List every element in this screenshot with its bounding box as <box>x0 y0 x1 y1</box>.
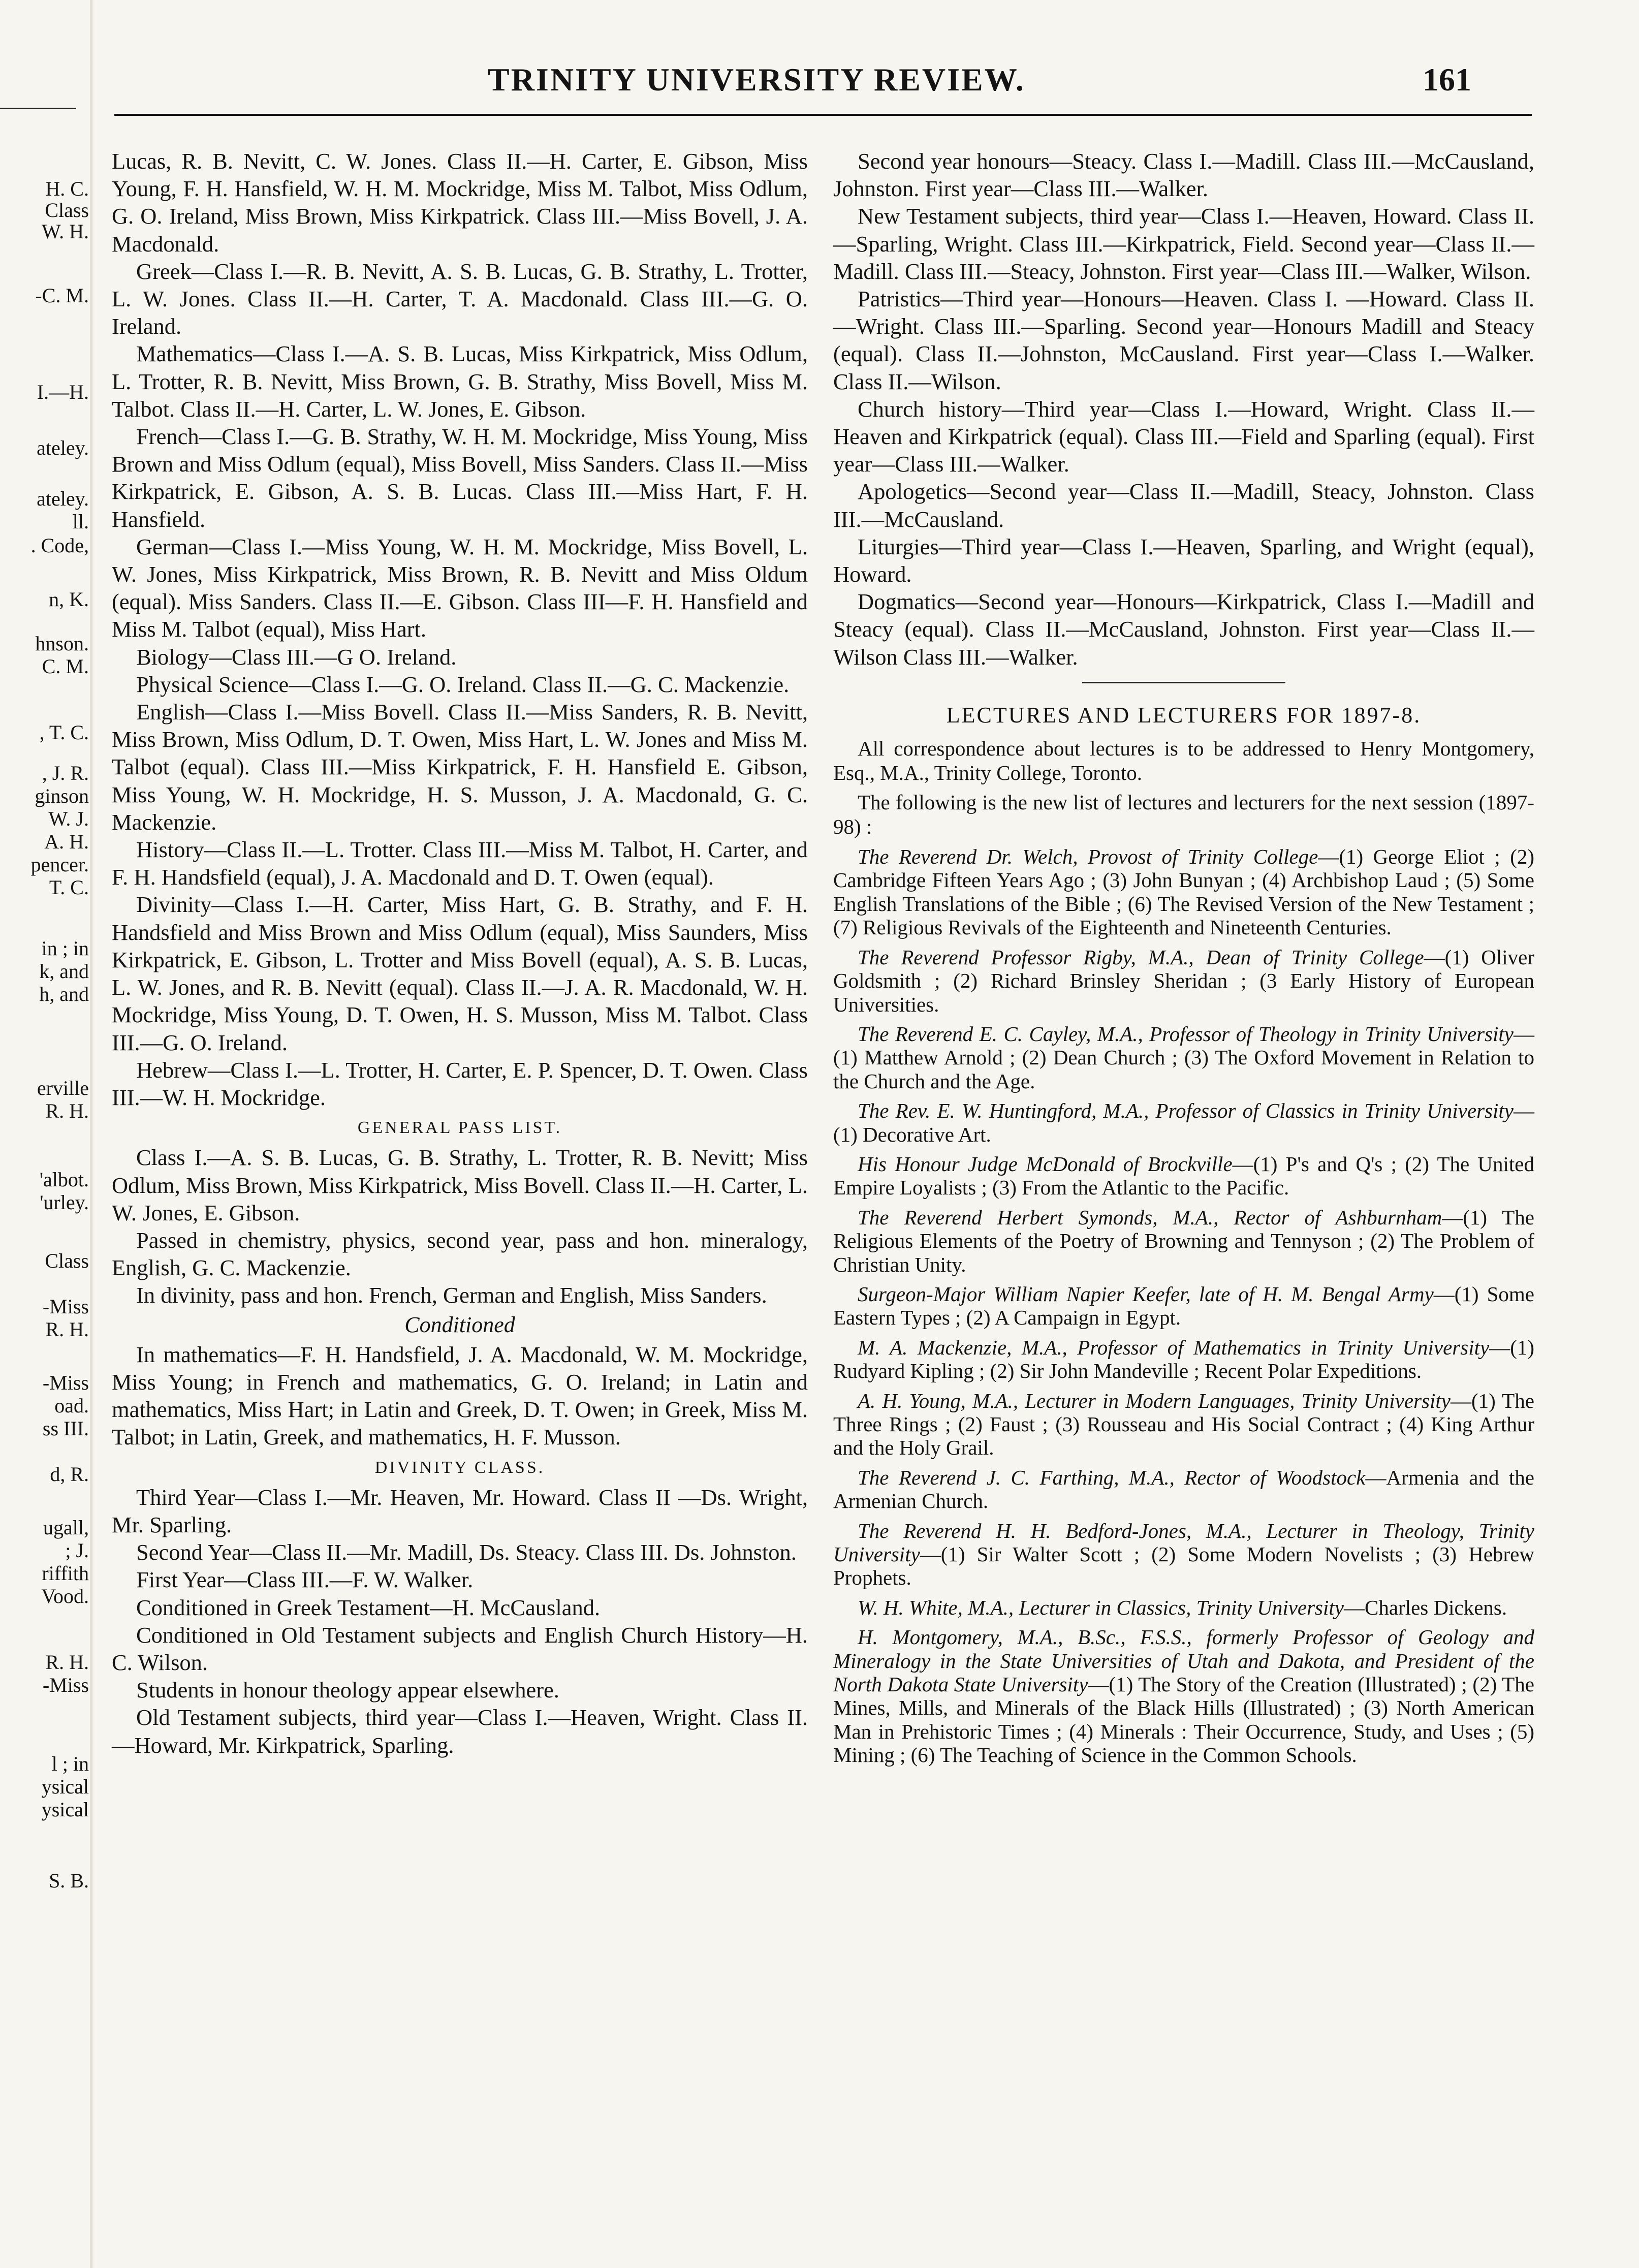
lecturer-name: Surgeon-Major William Napier Keefer, late of H. M. Bengal Army <box>858 1282 1434 1306</box>
lecture-topics: —Armenia and the Armenian Church. <box>833 1465 1534 1513</box>
facing-page-fragment: ateley. <box>37 487 89 510</box>
lecture-entry <box>833 1022 1534 1093</box>
left-column <box>112 147 808 1759</box>
facing-page-fragment: W. H. <box>42 220 89 243</box>
theology-results-paragraph: Apologetics—Second year—Class II.—Madill, Steacy, Johnston. Class III.—McCausland. <box>833 479 1534 532</box>
section-separator-rule <box>1082 682 1285 683</box>
divinity-class-paragraph: Third Year—Class I.—Mr. Heaven, Mr. Howard. Class II —Ds. Wright, Mr. Sparling. <box>112 1484 808 1537</box>
facing-page-fragment: S. B. <box>49 1869 89 1892</box>
facing-page-fragment: I.—H. <box>37 381 89 403</box>
class-list-paragraph: Lucas, R. B. Nevitt, C. W. Jones. Class II.—H. Carter, E. Gibson, Miss Young, F. H. Hansfield, W. H. M. Mockridge, Miss M. Talbot, Miss Odlum, G. O. Ireland, Miss Brown, Miss Kirkpatrick. Class III.—Miss Bovell, J. A. Macdonald. <box>112 148 808 257</box>
lecture-entry <box>833 1466 1534 1513</box>
facing-page-fragment: d, R. <box>50 1463 89 1486</box>
facing-page-fragment: ysical <box>41 1798 89 1821</box>
facing-page-fragment: -Miss <box>42 1371 89 1394</box>
lecture-topics: —(1) Some Eastern Types ; (2) A Campaign in Egypt. <box>833 1282 1534 1330</box>
facing-page-fragment: 'urley. <box>40 1191 89 1214</box>
theology-results-paragraph: Second year honours—Steacy. Class I.—Madill. Class III.—McCausland, Johnston. First year—Class III.—Walker. <box>833 148 1534 202</box>
class-list-paragraph: History—Class II.—L. Trotter. Class III.—Miss M. Talbot, H. Carter, and F. H. Handsfield (equal), J. A. Macdonald and D. T. Owen (equal). <box>112 837 808 890</box>
facing-page-fragment: W. J. <box>48 807 89 830</box>
facing-page-fragment: pencer. <box>30 853 89 876</box>
lecturer-name: The Reverend H. H. Bedford-Jones, M.A., Lecturer in Theology, Trinity University <box>833 1519 1534 1566</box>
lecture-entry <box>833 1596 1534 1619</box>
facing-page-fragment: R. H. <box>45 1318 89 1341</box>
lecture-entry <box>833 1519 1534 1590</box>
divinity-class-paragraph: First Year—Class III.—F. W. Walker. <box>136 1567 474 1593</box>
theology-results-paragraph: Dogmatics—Second year—Honours—Kirkpatrick, Class I.—Madill and Steacy (equal). Class II.—McCausland, Johnston. First year—Class II.—Wilson Class III.—Walker. <box>833 589 1534 670</box>
class-list-paragraph: Mathematics—Class I.—A. S. B. Lucas, Miss Kirkpatrick, Miss Odlum, L. Trotter, R. B. Nevitt, Miss Brown, G. B. Strathy, Miss Bovell, Miss M. Talbot. Class II.—H. Carter, L. W. Jones, E. Gibson. <box>112 341 808 422</box>
lecturer-name: The Reverend E. C. Cayley, M.A., Professor of Theology in Trinity University <box>858 1022 1514 1046</box>
facing-page-fragment: T. C. <box>49 876 89 899</box>
class-list-paragraph: Physical Science—Class I.—G. O. Ireland. Class II.—G. C. Mackenzie. <box>136 671 790 697</box>
lecture-entry <box>833 1282 1534 1330</box>
lecture-topics: —(1) Oliver Goldsmith ; (2) Richard Brinsley Sheridan ; (3 Early History of European Universities. <box>833 945 1534 1016</box>
facing-page-fragment: C. M. <box>42 655 89 678</box>
lectures-intro <box>833 736 1534 839</box>
divinity-class-paragraph: Conditioned in Old Testament subjects and English Church History—H. C. Wilson. <box>112 1622 808 1675</box>
lecturer-name: The Reverend J. C. Farthing, M.A., Rector of Woodstock <box>858 1465 1366 1489</box>
lecturer-name: The Reverend Professor Rigby, M.A., Dean of Trinity College <box>858 945 1424 969</box>
facing-page-fragment: Class <box>45 199 89 222</box>
theology-results-paragraph: Church history—Third year—Class I.—Howard, Wright. Class II.—Heaven and Kirkpatrick (equal). Class III.—Field and Sparling (equal). First year—Class III.—Walker. <box>833 396 1534 477</box>
conditioned-paragraph: In mathematics—F. H. Handsfield, J. A. Macdonald, W. M. Mockridge, Miss Young; in French and mathematics, G. O. Ireland; in Latin and mathematics, Miss Hart; in Latin and Greek, D. T. Owen; in Greek, Miss M. Talbot; in Latin, Greek, and mathematics, H. F. Musson. <box>112 1341 808 1450</box>
facing-page-fragment: hnson. <box>35 632 89 655</box>
facing-page-fragment: -C. M. <box>35 284 89 307</box>
facing-page-fragment: riffith <box>42 1562 89 1585</box>
facing-page-fragment: -Miss <box>42 1674 89 1696</box>
facing-page-fragment: erville <box>37 1077 89 1099</box>
lecture-topics: —(1) George Eliot ; (2) Cambridge Fifteen Years Ago ; (3) John Bunyan ; (4) Archbishop Laud ; (5) Some English Translations of the Bible ; (6) The Revised Version of the New Testament ; (7) Religious Revivals of the Eighteenth and Nineteenth Centuries. <box>833 845 1534 939</box>
lectures-intro-paragraph: The following is the new list of lectures and lecturers for the next session (1897-98) : <box>833 791 1534 839</box>
facing-page-fragment: 'albot. <box>39 1168 89 1191</box>
lecture-entry <box>833 946 1534 1016</box>
divinity-class-paragraph: Conditioned in Greek Testament—H. McCausland. <box>136 1594 601 1620</box>
facing-page-fragment: . Code, <box>30 534 89 557</box>
facing-page-fragment: ss III. <box>42 1417 89 1440</box>
right-column <box>833 147 1534 1767</box>
lecture-topics: —Charles Dickens. <box>1344 1595 1507 1619</box>
theology-results-paragraph: Liturgies—Third year—Class I.—Heaven, Sparling, and Wright (equal), Howard. <box>833 533 1534 587</box>
conditioned-heading: Conditioned <box>404 1312 515 1337</box>
facing-page-fragment: ll. <box>72 510 89 533</box>
lecture-topics: —(1) P's and Q's ; (2) The United Empire Loyalists ; (3) From the Atlantic to the Pacific. <box>833 1152 1535 1200</box>
facing-page-fragment: H. C. <box>45 177 89 200</box>
lecture-entry <box>833 1206 1534 1276</box>
lecturer-name: His Honour Judge McDonald of Brockville <box>858 1152 1233 1176</box>
divinity-class-paragraph: Second Year—Class II.—Mr. Madill, Ds. Steacy. Class III. Ds. Johnston. <box>136 1539 797 1565</box>
lecture-entry <box>833 1389 1534 1460</box>
facing-page-fragment: , J. R. <box>42 762 89 784</box>
lecture-topics: —(1) The Three Rings ; (2) Faust ; (3) Rousseau and His Social Contract ; (4) King Arthur and the Holy Grail. <box>833 1389 1534 1460</box>
theology-results-paragraph: Patristics—Third year—Honours—Heaven. Class I. —Howard. Class II.—Wright. Class III.—Sparling. Second year—Honours Madill and Steacy (equal). Class II.—Johnston, McCausland. First year—Class I.—Walker. Class II.—Wilson. <box>833 286 1534 394</box>
general-pass-paragraph: Class I.—A. S. B. Lucas, G. B. Strathy, L. Trotter, R. B. Nevitt; Miss Odlum, Miss Brown, Miss Kirkpatrick, Miss Bovell. Class II.—H. Carter, L. W. Jones, E. Gibson. <box>112 1145 808 1225</box>
lecturer-name: The Rev. E. W. Huntingford, M.A., Professor of Classics in Trinity University <box>858 1099 1514 1123</box>
lecture-entry <box>833 1625 1534 1767</box>
class-list-paragraph: Biology—Class III.—G O. Ireland. <box>136 644 457 670</box>
lecture-topics: —(1) Decorative Art. <box>833 1099 1534 1146</box>
lecturer-name: W. H. White, M.A., Lecturer in Classics, Trinity University <box>858 1595 1344 1619</box>
divinity-class-heading: DIVINITY CLASS. <box>374 1458 545 1477</box>
facing-page-fragment: ginson <box>35 784 89 807</box>
lecture-topics: —(1) Rudyard Kipling ; (2) Sir John Mandeville ; Recent Polar Expeditions. <box>833 1335 1534 1383</box>
facing-page-fragment: -Miss <box>42 1295 89 1318</box>
class-list-paragraph: French—Class I.—G. B. Strathy, W. H. M. Mockridge, Miss Young, Miss Brown and Miss Odlum (equal), Miss Bovell, Miss Sanders. Class II.—Miss Kirkpatrick, E. Gibson, A. S. B. Lucas. Class III.—Miss Hart, F. H. Hansfield. <box>112 424 808 532</box>
running-head-title: TRINITY UNIVERSITY REVIEW. <box>488 61 1025 98</box>
page-number: 161 <box>1423 61 1471 98</box>
facing-page-fragment: ugall, <box>43 1516 89 1539</box>
facing-page-fragment: Class <box>45 1249 89 1272</box>
lecture-entry <box>833 1336 1534 1383</box>
class-list-paragraph: Divinity—Class I.—H. Carter, Miss Hart, G. B. Strathy, and F. H. Handsfield and Miss Brown and Miss Odlum (equal), Miss Saunders, Miss Kirkpatrick, E. Gibson, L. Trotter and Miss Bovell (equal), A. S. B. Lucas, L. W. Jones, and R. B. Nevitt (equal). Class II.—J. A. R. Macdonald, W. H. Mockridge, Miss Young, D. T. Owen, H. S. Musson, Miss M. Talbot. Class III.—G. O. Ireland. <box>112 892 808 1055</box>
lecture-topics: —(1) The Religious Elements of the Poetry of Browning and Tennyson ; (2) The Problem of Christian Unity. <box>833 1205 1534 1276</box>
lecturer-name: The Reverend Dr. Welch, Provost of Trinity College <box>858 845 1318 869</box>
facing-page-fragment: l ; in <box>51 1752 89 1775</box>
class-list-paragraph: Greek—Class I.—R. B. Nevitt, A. S. B. Lucas, G. B. Strathy, L. Trotter, L. W. Jones. Class II.—H. Carter, T. A. Macdonald. Class III.—G. O. Ireland. <box>112 258 808 339</box>
general-pass-heading: GENERAL PASS LIST. <box>357 1118 562 1138</box>
lecture-entry <box>833 1099 1534 1146</box>
lecture-topics: —(1) Matthew Arnold ; (2) Dean Church ; (3) The Oxford Movement in Relation to the Church and the Age. <box>833 1022 1534 1093</box>
general-pass-paragraph: Passed in chemistry, physics, second year, pass and hon. mineralogy, English, G. C. Mackenzie. <box>112 1227 808 1281</box>
facing-page-fragment: k, and <box>39 960 89 983</box>
lecture-topics: —(1) The Story of the Creation (Illustrated) ; (2) The Mines, Mills, and Minerals of the Black Hills (Illustrated) ; (3) North American Man in Prehistoric Times ; (4) Minerals : Their Occurrence, Study, and Uses ; (5) Mining ; (6) The Teaching of Science in the Common Schools. <box>833 1673 1534 1767</box>
lecture-list <box>833 845 1534 1767</box>
facing-page-fragment: , T. C. <box>39 721 89 744</box>
lecture-topics: —(1) Sir Walter Scott ; (2) Some Modern Novelists ; (3) Hebrew Prophets. <box>833 1542 1534 1590</box>
class-list-paragraph: English—Class I.—Miss Bovell. Class II.—Miss Sanders, R. B. Nevitt, Miss Brown, Miss Odlum, D. T. Owen, Miss Hart, L. W. Jones and Miss M. Talbot (equal). Class III.—Miss Kirkpatrick, F. H. Hansfield E. Gibson, Miss Young, W. H. Mockridge, H. S. Musson, J. A. Macdonald, G. C. Mackenzie. <box>112 699 808 835</box>
facing-page-fragment: n, K. <box>49 588 89 611</box>
lecturer-name: H. Montgomery, M.A., B.Sc., F.S.S., formerly Professor of Geology and Mineralogy in the State Universities of Utah and Dakota, and President of the North Dakota State University <box>833 1625 1534 1696</box>
facing-page-fragment: R. H. <box>45 1651 89 1674</box>
facing-page-fragment: A. H. <box>44 830 89 853</box>
facing-page-rule <box>0 108 76 109</box>
facing-page-fragment: in ; in <box>41 937 89 960</box>
facing-page-fragment: h, and <box>39 983 89 1005</box>
lecturer-name: A. H. Young, M.A., Lecturer in Modern Languages, Trinity University <box>858 1389 1451 1412</box>
general-pass-paragraph: In divinity, pass and hon. French, German and English, Miss Sanders. <box>136 1282 767 1308</box>
lecture-entry <box>833 1152 1534 1200</box>
lecturer-name: M. A. Mackenzie, M.A., Professor of Mathematics in Trinity University <box>858 1335 1490 1359</box>
header-rule <box>114 114 1532 116</box>
facing-page-fragment: ysical <box>41 1775 89 1798</box>
divinity-class-paragraph: Old Testament subjects, third year—Class I.—Heaven, Wright. Class II.—Howard, Mr. Kirkpatrick, Sparling. <box>112 1705 808 1758</box>
facing-page-fragment: oad. <box>54 1394 89 1417</box>
theology-results-paragraph: New Testament subjects, third year—Class I.—Heaven, Howard. Class II.—Sparling, Wright. Class III.—Kirkpatrick, Field. Second year—Class II.—Madill. Class III.—Steacy, Johnston. First year—Class III.—Walker, Wilson. <box>833 203 1534 284</box>
class-list-paragraph: Hebrew—Class I.—L. Trotter, H. Carter, E. P. Spencer, D. T. Owen. Class III.—W. H. Mockridge. <box>112 1057 808 1110</box>
page-gutter <box>90 0 94 2268</box>
facing-page-fragment: Vood. <box>41 1585 89 1608</box>
facing-page-fragment: ateley. <box>37 436 89 459</box>
facing-page-fragment: ; J. <box>65 1539 89 1562</box>
facing-page-fragment: R. H. <box>45 1099 89 1122</box>
lecturer-name: The Reverend Herbert Symonds, M.A., Rector of Ashburnham <box>858 1205 1442 1229</box>
lectures-heading: LECTURES AND LECTURERS FOR 1897-8. <box>946 702 1422 728</box>
lecture-entry <box>833 845 1534 939</box>
facing-page-margin <box>0 0 94 2268</box>
lectures-intro-paragraph: All correspondence about lectures is to be addressed to Henry Montgomery, Esq., M.A., Trinity College, Toronto. <box>833 737 1534 785</box>
divinity-class-paragraph: Students in honour theology appear elsewhere. <box>136 1677 559 1703</box>
class-list-paragraph: German—Class I.—Miss Young, W. H. M. Mockridge, Miss Bovell, L. W. Jones, Miss Kirkpatrick, Miss Brown, R. B. Nevitt and Miss Oldum (equal). Miss Sanders. Class II.—E. Gibson. Class III—F. H. Hansfield and Miss M. Talbot (equal), Miss Hart. <box>112 533 808 642</box>
